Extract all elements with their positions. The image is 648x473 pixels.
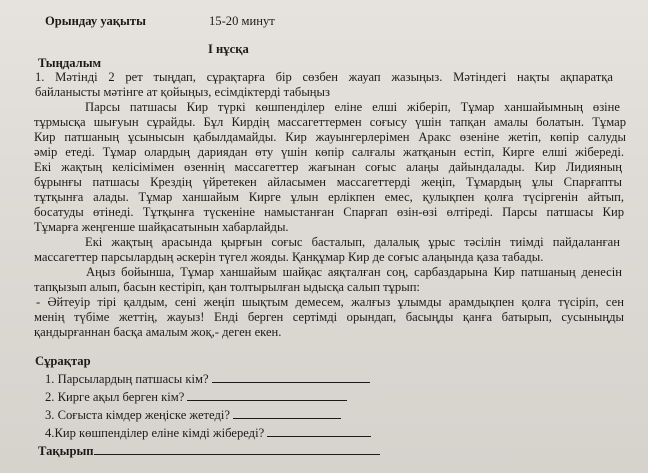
text-line: Екі жақтың келісімімен өзеннің массагеттер жағынан соғыс алаңы дайындалады. Кир Лидияның bbox=[34, 160, 622, 174]
text-line: Парсы патшасы Кир түркі көшпенділер еліне елші жіберіп, Тұмар ханшайымның өзіне bbox=[85, 100, 620, 114]
title-answer-blank[interactable] bbox=[94, 444, 380, 455]
questions-title: Сұрақтар bbox=[35, 354, 91, 368]
text-line: массагеттер парсылардың әскерін түгел жояды. Қанқұмар Кир де соғыс алаңында қаза табады. bbox=[34, 250, 544, 264]
text-line: Екі жақтың арасында қырғын соғыс басталып, далалық ұрыс тәсілін тиімді пайдаланған bbox=[85, 235, 620, 249]
text-line: тұрмысқа шығуын сұрайды. Бұл Кирдің массагеттермен соғысу үшін тапқан амалы болатын. Тұмар bbox=[34, 115, 626, 129]
question-item bbox=[45, 408, 341, 423]
question-item bbox=[45, 426, 371, 441]
section-title-listening: Тыңдалым bbox=[38, 56, 102, 70]
duration-label: Орындау уақыты bbox=[45, 14, 146, 28]
variant-title: I нұсқа bbox=[208, 42, 249, 56]
answer-blank[interactable] bbox=[187, 390, 347, 401]
task-line: байланысты мәтінге ат қойыңыз, есімдіктерді табыңыз bbox=[35, 85, 330, 99]
text-line: менің түбіме жеттің, жауыз! Енді берген сертімді орындап, басыңды қанға батырып, сусыныңды bbox=[34, 310, 624, 324]
text-line: тапқызып алып, басын кестіріп, қан толтырылған ыдысқа салып тұрып: bbox=[34, 280, 420, 294]
text-line: Тұмарға жеңгенше шайқасатынын хабарлайды. bbox=[34, 220, 289, 234]
text-line: әмір етеді. Тұмар олардың дариядан өту үшін көпір салғалы жатқанын естіп, Киргe елші жібереді. bbox=[34, 145, 624, 159]
text-line: бұрынғы патшасы Крездің үйретекен айласымен массагеттерді жеңіп, Тұмардың ұлы Спарғапты bbox=[34, 175, 622, 189]
text-line: Аңыз бойынша, Тұмар ханшайым шайқас аяқталған соң, сарбаздарына Кир патшаның денесін bbox=[86, 265, 622, 279]
title-prompt-label: Тақырып bbox=[38, 444, 94, 458]
question-item bbox=[45, 372, 370, 387]
question-text: 2. Киргe ақыл берген кім? bbox=[45, 390, 185, 404]
answer-blank[interactable] bbox=[267, 426, 371, 437]
title-prompt bbox=[38, 444, 380, 459]
answer-blank[interactable] bbox=[233, 408, 341, 419]
answer-blank[interactable] bbox=[212, 372, 370, 383]
question-text: 4.Кир көшпенділер еліне кімді жібереді? bbox=[45, 426, 265, 440]
text-line: - Әйтеуір тірі қалдым, сені жеңіп шықтым демесем, жалғыз ұлымды арамдықпен қолға түсіріп, сен bbox=[36, 295, 624, 309]
text-line: қандырғаннан басқа амалым жоқ,- деген екен. bbox=[34, 325, 282, 339]
text-line: босатуды өтінеді. Тұтқынға түскеніне намыстанған Спарғап өзін-өзі өлтіреді. Парсы патшасы Кир bbox=[34, 205, 624, 219]
question-text: 3. Соғыста кімдер жеңіске жетеді? bbox=[45, 408, 230, 422]
text-line: Кир патшаның ұсынысын қабылдамайды. Кир жауынгерлерімен Аракс өзеніне жетіп, көпір салуды bbox=[34, 130, 626, 144]
duration-value: 15-20 минут bbox=[209, 14, 275, 28]
task-line: 1. Мәтінді 2 рет тыңдап, сұрақтарға бір сөзбен жауап жазыңыз. Мәтіндегі нақты ақпаратқа bbox=[35, 70, 613, 84]
question-item bbox=[45, 390, 347, 405]
question-text: 1. Парсылардың патшасы кім? bbox=[45, 372, 209, 386]
text-line: тұтқынға алады. Тұмар ханшайым Кирге ұлын ерлікпен емес, қулықпен қолға түсіргенін айтып, bbox=[34, 190, 624, 204]
